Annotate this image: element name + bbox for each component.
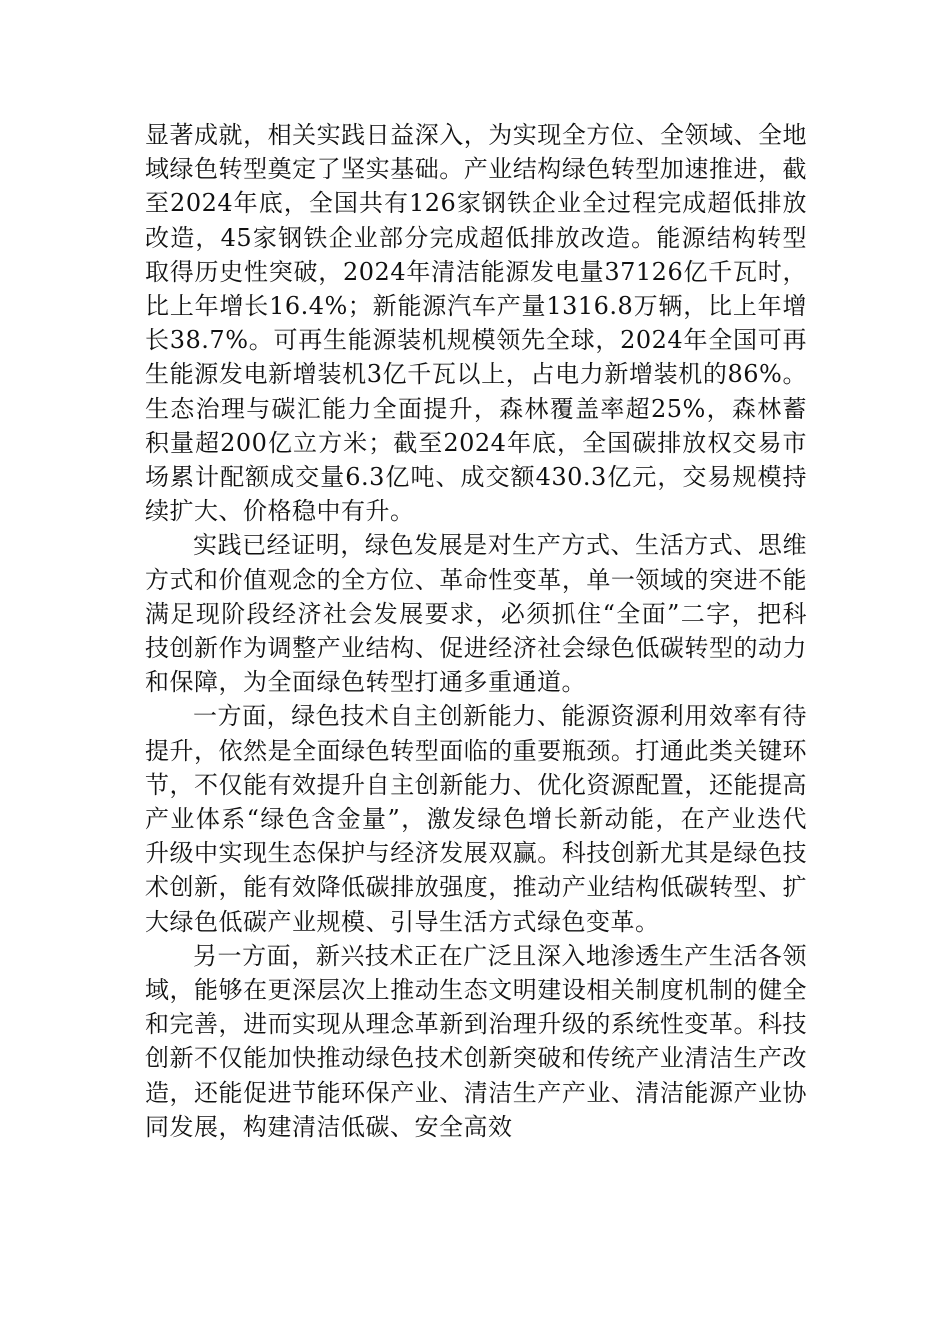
document-body (145, 118, 807, 1144)
paragraph-on-one-hand: 一方面，绿色技术自主创新能力、能源资源利用效率有待提升，依然是全面绿色转型面临的重要瓶颈。打通此类关键环节，不仅能有效提升自主创新能力、优化资源配置，还能提高产业体系“绿色含金量”，激发绿色增长新动能，在产业迭代升级中实现生态保护与经济发展双赢。科技创新尤其是绿色技术创新，能有效降低碳排放强度，推动产业结构低碳转型、扩大绿色低碳产业规模、引导生活方式绿色变革。 (145, 702, 807, 936)
paragraph-on-other-hand: 另一方面，新兴技术正在广泛且深入地渗透生产生活各领域，能够在更深层次上推动生态文明建设相关制度机制的健全和完善，进而实现从理念革新到治理升级的系统性变革。科技创新不仅能加快推动绿色技术创新突破和传统产业清洁生产改造，还能促进节能环保产业、清洁生产产业、清洁能源产业协同发展，构建清洁低碳、安全高效 (145, 941, 807, 1141)
paragraph-continued: 显著成就，相关实践日益深入，为实现全方位、全领域、全地域绿色转型奠定了坚实基础。产业结构绿色转型加速推进，截至2024年底，全国共有126家钢铁企业全过程完成超低排放改造，45家钢铁企业部分完成超低排放改造。能源结构转型取得历史性突破，2024年清洁能源发电量37126亿千瓦时，比上年增长16.4%；新能源汽车产量1316.8万辆，比上年增长38.7%。可再生能源装机规模领先全球，2024年全国可再生能源发电新增装机3亿千瓦以上，占电力新增装机的86%。生态治理与碳汇能力全面提升，森林覆盖率超25%，森林蓄积量超200亿立方米；截至2024年底，全国碳排放权交易市场累计配额成交量6.3亿吨、成交额430.3亿元，交易规模持续扩大、价格稳中有升。 (145, 121, 807, 526)
paragraph-practice-proven: 实践已经证明，绿色发展是对生产方式、生活方式、思维方式和价值观念的全方位、革命性变革，单一领域的突进不能满足现阶段经济社会发展要求，必须抓住“全面”二字，把科技创新作为调整产业结构、促进经济社会绿色低碳转型的动力和保障，为全面绿色转型打通多重通道。 (145, 531, 807, 697)
